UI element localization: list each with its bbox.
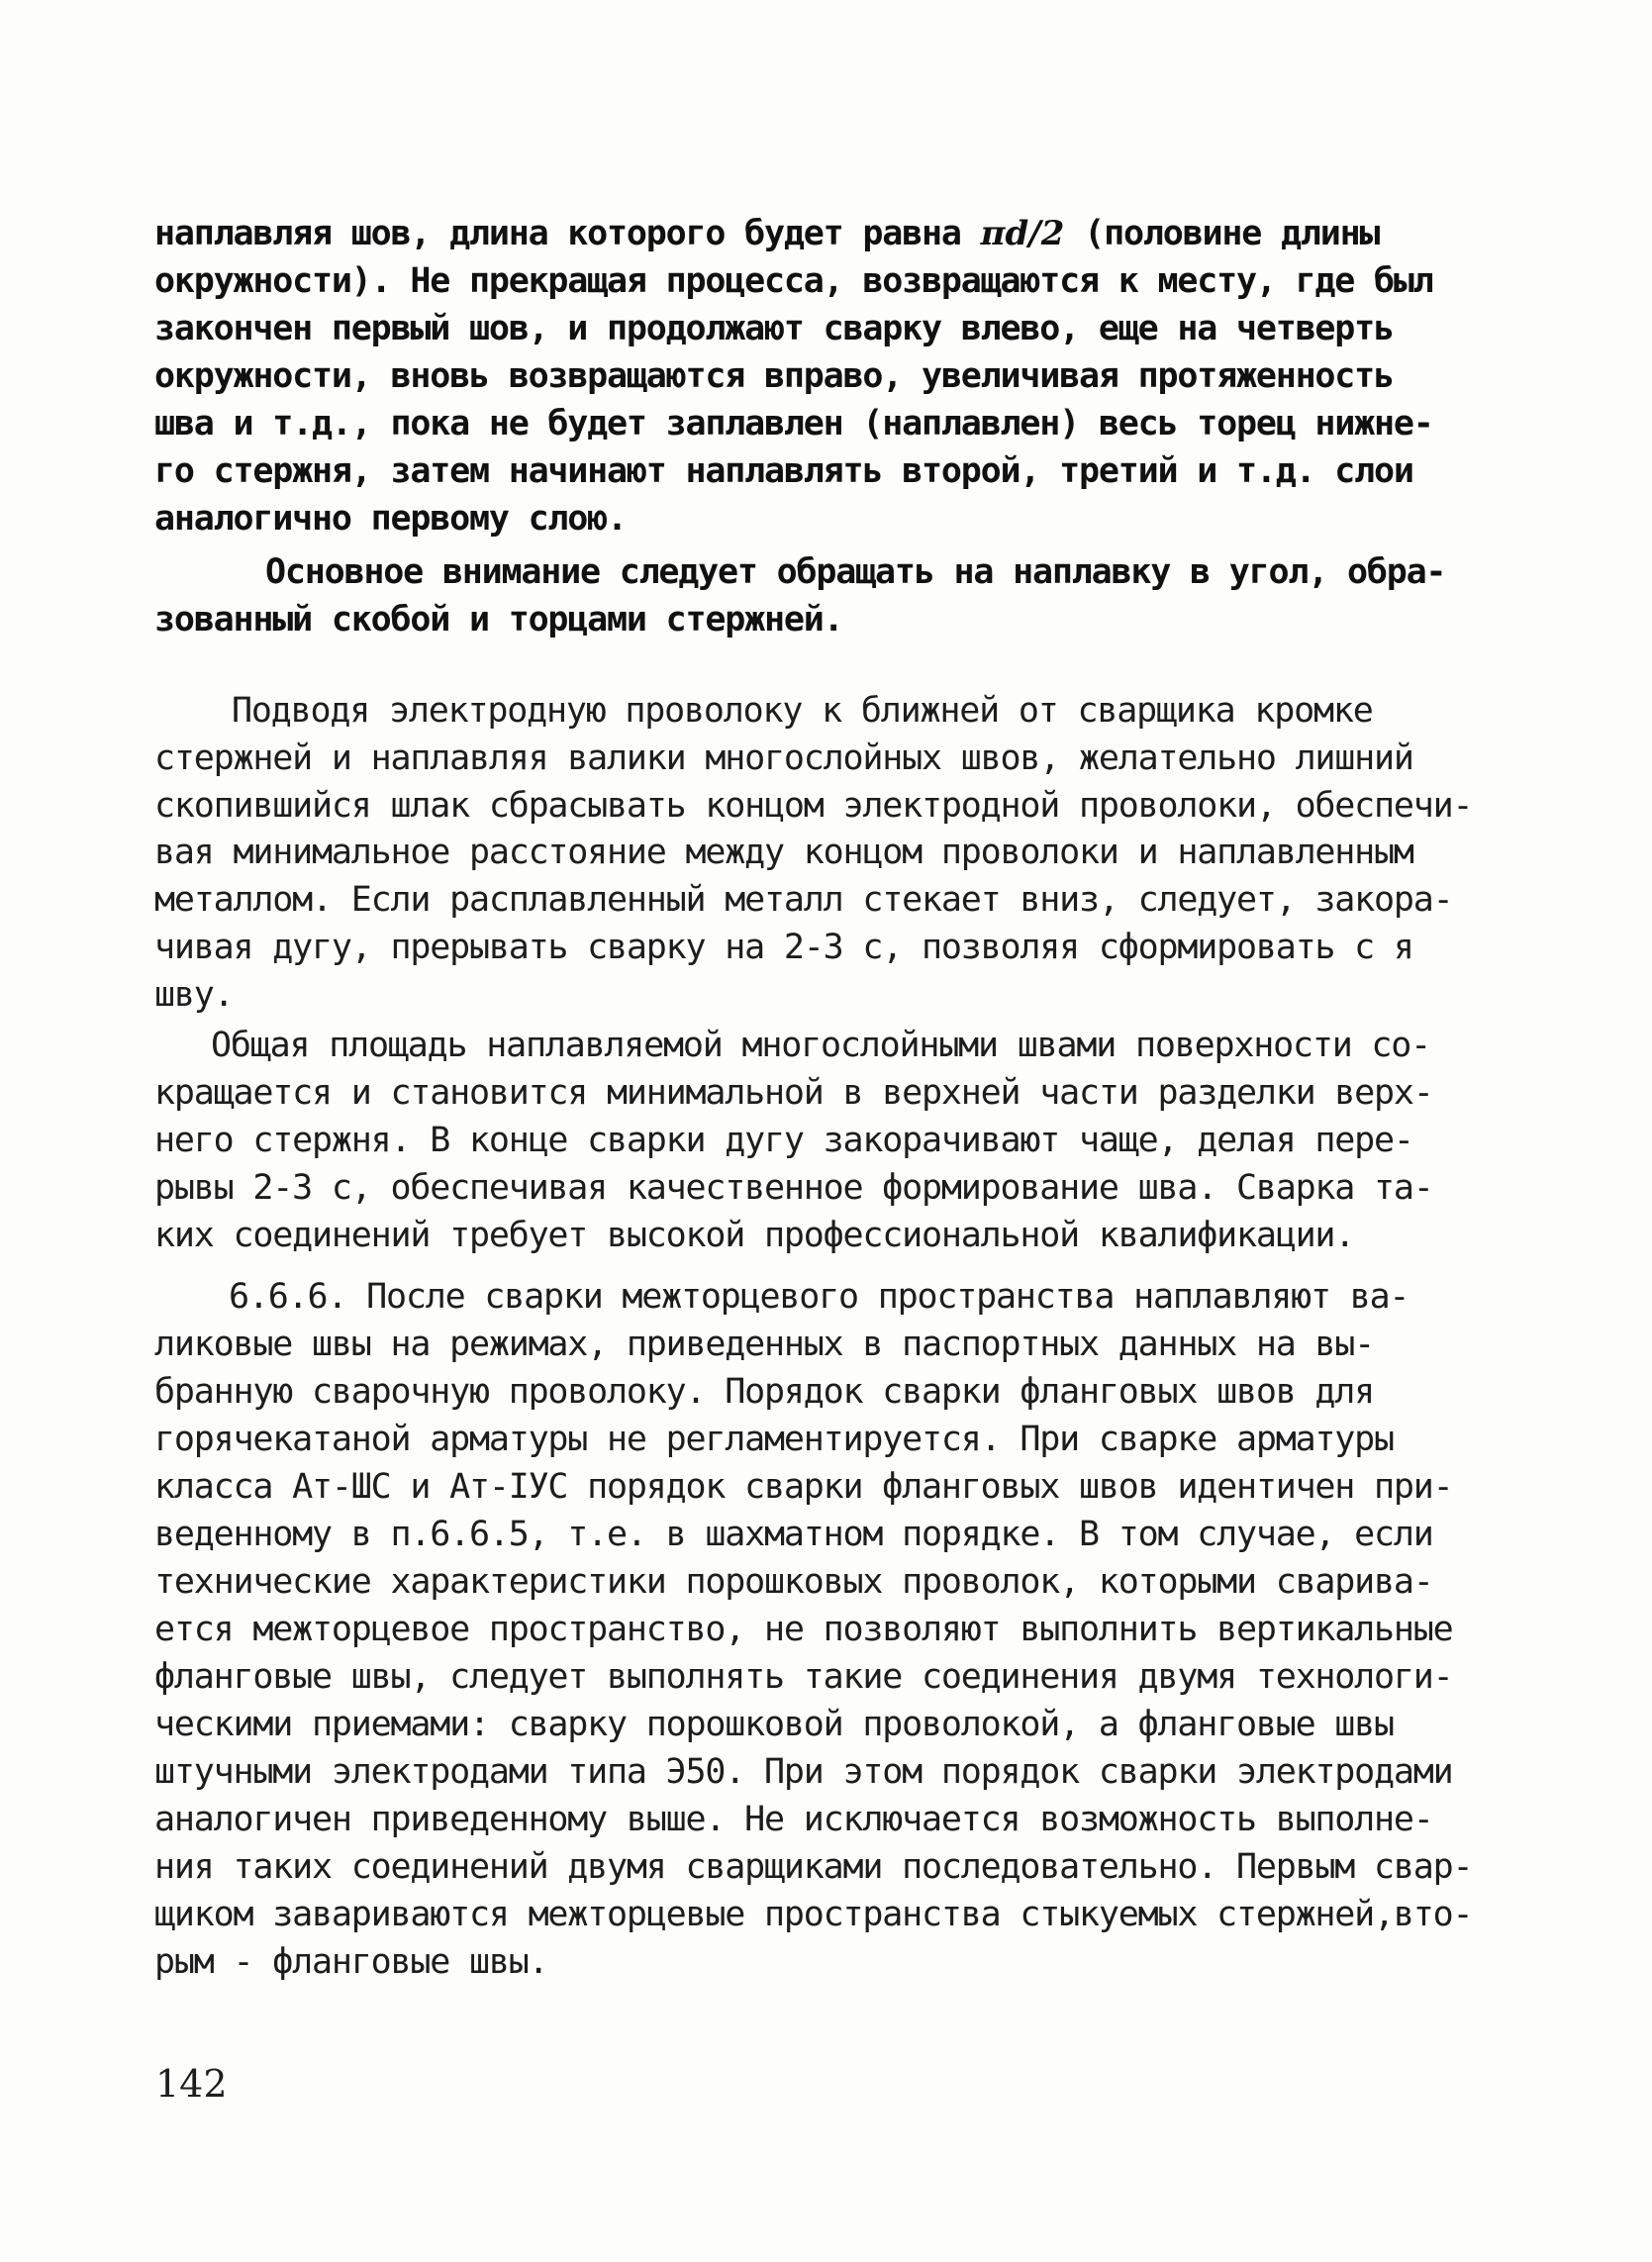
text-line-18: кращается и становится минимальной в верхней части разделки верх- bbox=[154, 1073, 1433, 1113]
text-line-29: ется межторцевое пространство, не позволяют выполнить вертикальные bbox=[154, 1610, 1453, 1649]
text-line-1-post: (половине длины bbox=[1064, 214, 1380, 253]
text-line-20: рывы 2-3 с, обеспечивая качественное формирование шва. Сварка та- bbox=[154, 1168, 1433, 1208]
text-line-33: аналогичен приведенному выше. Не исключается возможность выполне- bbox=[154, 1800, 1433, 1839]
text-line-34: ния таких соединений двумя сварщиками последовательно. Первым свар- bbox=[154, 1847, 1473, 1887]
text-line-14: металлом. Если расплавленный металл стекает вниз, следует, закора- bbox=[154, 880, 1453, 920]
page-number: 142 bbox=[155, 2062, 228, 2106]
text-line-26: класса Ат-ШС и Ат-ІУС порядок сварки фланговых швов идентичен при- bbox=[154, 1467, 1453, 1507]
text-line-23: ликовые швы на режимах, приведенных в паспортных данных на вы- bbox=[154, 1325, 1375, 1364]
text-line-4: окружности, вновь возвращаются вправо, увеличивая протяженность bbox=[154, 356, 1394, 396]
text-line-28: технические характеристики порошковых проволок, которыми сварива- bbox=[154, 1562, 1433, 1602]
text-line-13: вая минимальное расстояние между концом проволоки и наплавленным bbox=[154, 833, 1413, 872]
text-line-9: зованный скобой и торцами стержней. bbox=[154, 600, 843, 639]
text-line-25: горячекатаной арматуры не регламентируется. При сварке арматуры bbox=[154, 1420, 1394, 1459]
text-line-1 bbox=[154, 211, 1379, 256]
text-line-24: бранную сварочную проволоку. Порядок сварки фланговых швов для bbox=[154, 1372, 1375, 1412]
text-line-17: Общая площадь наплавляемой многослойными швами поверхности со- bbox=[211, 1026, 1431, 1065]
text-line-16: шву. bbox=[154, 975, 234, 1015]
text-line-15: чивая дугу, прерывать сварку на 2-3 с, позволяя сформировать с я bbox=[154, 928, 1413, 967]
text-line-3: закончен первый шов, и продолжают сварку влево, еще на четверть bbox=[154, 309, 1394, 348]
text-line-27: веденному в п.6.6.5, т.е. в шахматном порядке. В том случае, если bbox=[154, 1515, 1433, 1554]
text-line-12: скопившийся шлак сбрасывать концом электродной проволоки, обеспечи- bbox=[154, 786, 1473, 826]
text-line-21: ких соединений требует высокой профессиональной квалификации. bbox=[154, 1216, 1355, 1255]
text-line-35: щиком завариваются межторцевые пространства стыкуемых стержней,вто- bbox=[154, 1895, 1473, 1934]
text-line-2: окружности). Не прекращая процесса, возвращаются к месту, где был bbox=[154, 261, 1433, 301]
text-line-1-pre: наплавляя шов, длина которого будет равна bbox=[154, 214, 981, 253]
text-line-11: стержней и наплавляя валики многослойных швов, желательно лишний bbox=[154, 738, 1413, 778]
text-line-32: штучными электродами типа Э50. При этом порядок сварки электродами bbox=[154, 1752, 1453, 1792]
text-line-31: ческими приемами: сварку порошковой проволокой, а фланговые швы bbox=[154, 1705, 1394, 1744]
text-line-22: 6.6.6. После сварки межторцевого пространства наплавляют ва- bbox=[229, 1277, 1409, 1317]
text-line-6: го стержня, затем начинают наплавлять второй, третий и т.д. слои bbox=[154, 451, 1413, 491]
text-line-10: Подводя электродную проволоку к ближней от сварщика кромке bbox=[232, 691, 1373, 731]
formula-pi-d-over-2: πd/2 bbox=[980, 214, 1065, 253]
text-line-36: рым - фланговые швы. bbox=[154, 1942, 548, 1982]
text-line-19: него стержня. В конце сварки дугу закорачивают чаще, делая пере- bbox=[154, 1121, 1413, 1160]
text-line-5: шва и т.д., пока не будет заплавлен (наплавлен) весь торец нижне- bbox=[154, 404, 1433, 443]
text-line-8: Основное внимание следует обращать на наплавку в угол, обра- bbox=[265, 552, 1446, 592]
text-line-7: аналогично первому слою. bbox=[154, 499, 627, 539]
text-line-30: фланговые швы, следует выполнять такие соединения двумя технологи- bbox=[154, 1657, 1453, 1697]
